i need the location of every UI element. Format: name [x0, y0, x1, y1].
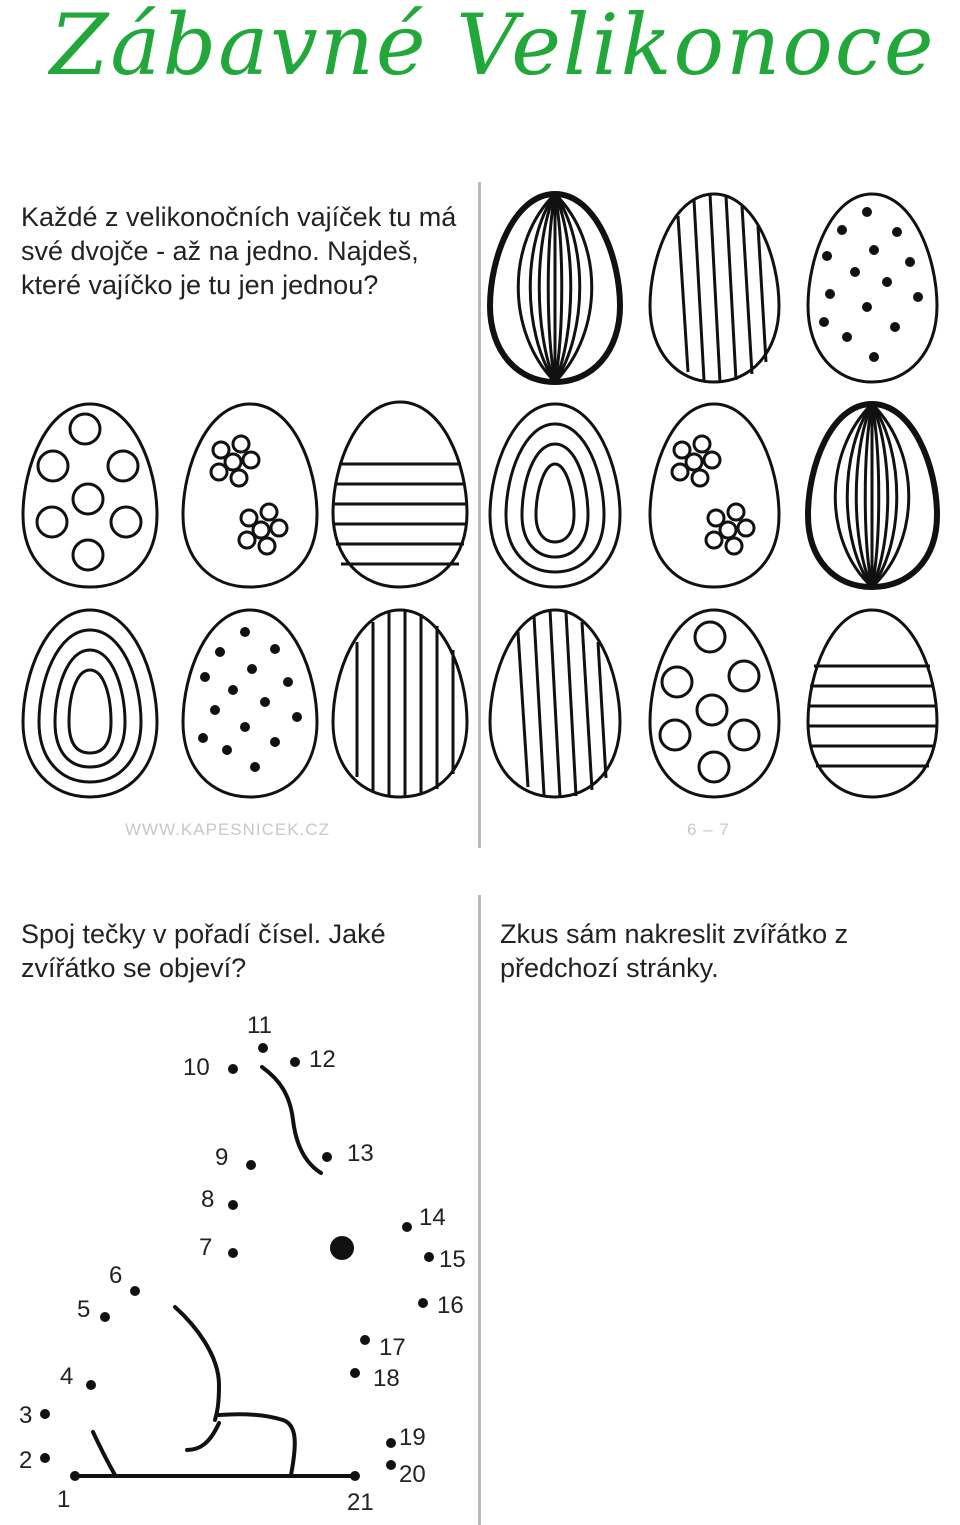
dot-16	[418, 1298, 428, 1308]
dot-2	[40, 1453, 50, 1463]
page-divider-bottom	[478, 895, 481, 1525]
dot-label-5: 5	[77, 1296, 91, 1323]
dot-label-19: 19	[399, 1424, 426, 1451]
dot-11	[258, 1043, 268, 1053]
dot-label-17: 17	[379, 1334, 406, 1361]
egg-vertical-stripes	[333, 610, 467, 797]
dots-instruction: Spoj tečky v pořadí čísel. Jaké zvířátko se objeví?	[21, 919, 386, 983]
eggs-right-drawing	[482, 182, 954, 848]
dot-21	[350, 1471, 360, 1481]
dot-6	[130, 1286, 140, 1296]
dot-label-10: 10	[183, 1054, 210, 1081]
page-divider-top	[478, 182, 481, 848]
eggs-left-drawing	[5, 182, 477, 848]
dot-1	[70, 1471, 80, 1481]
egg-diagonal-stripes	[650, 194, 779, 382]
page-number-footer: 6 – 7	[687, 820, 730, 839]
egg-horizontal-stripes	[333, 402, 467, 587]
dot-15	[424, 1252, 434, 1262]
egg-horizontal-stripes-right	[808, 610, 937, 797]
dot-label-1: 1	[57, 1486, 71, 1513]
dot-label-21: 21	[347, 1489, 374, 1516]
egg-concentric	[23, 610, 157, 797]
foot-line-2	[187, 1423, 219, 1450]
dot-8	[228, 1200, 238, 1210]
dot-13	[322, 1152, 332, 1162]
egg-meridians-right	[808, 404, 937, 587]
dot-label-9: 9	[215, 1144, 229, 1171]
egg-concentric-right	[490, 404, 620, 587]
egg-dots	[183, 610, 317, 797]
eggs-instruction: Každé z velikonočních vajíček tu má své dvojče - až na jedno. Najdeš, které vajíčko je tu jen jednou?	[21, 202, 457, 300]
dot-12	[290, 1057, 300, 1067]
leg-line	[175, 1307, 219, 1420]
dot-7	[228, 1248, 238, 1258]
egg-circles-right	[650, 610, 779, 797]
dot-5	[100, 1312, 110, 1322]
dot-label-16: 16	[437, 1292, 464, 1319]
eggs-page-right	[482, 182, 954, 848]
dot-3	[40, 1409, 50, 1419]
egg-meridians	[490, 194, 620, 382]
egg-flowers-right	[650, 404, 779, 587]
eggs-page-left	[5, 182, 477, 848]
egg-diagonal-stripes-2	[490, 610, 620, 797]
dot-label-6: 6	[109, 1262, 123, 1289]
dot-18	[350, 1368, 360, 1378]
dot-10	[228, 1064, 238, 1074]
dots-page	[5, 895, 477, 1525]
dot-label-13: 13	[347, 1140, 374, 1167]
tail-line	[93, 1432, 115, 1475]
dot-label-8: 8	[201, 1186, 215, 1213]
dot-20	[386, 1460, 396, 1470]
dot-label-15: 15	[439, 1246, 466, 1273]
dot-19	[386, 1438, 396, 1448]
egg-flowers	[183, 404, 317, 587]
dot-label-14: 14	[419, 1204, 446, 1231]
connect-dots-drawing	[5, 895, 477, 1525]
ear-line	[262, 1067, 321, 1173]
dot-label-12: 12	[309, 1046, 336, 1073]
dot-label-2: 2	[19, 1447, 33, 1474]
website-footer: WWW.KAPESNICEK.CZ	[125, 820, 330, 839]
draw-page	[482, 895, 954, 1525]
dot-4	[86, 1380, 96, 1390]
dot-label-20: 20	[399, 1461, 426, 1488]
dot-9	[246, 1160, 256, 1170]
egg-circles	[23, 404, 157, 587]
bunny-eye	[330, 1236, 354, 1260]
foot-line	[219, 1414, 295, 1475]
dot-label-3: 3	[19, 1402, 33, 1429]
draw-instruction: Zkus sám nakreslit zvířátko z předchozí stránky.	[500, 919, 849, 983]
page-title: Zábavné Velikonoce	[50, 0, 936, 94]
dot-label-11: 11	[247, 1012, 272, 1039]
dot-label-7: 7	[199, 1234, 213, 1261]
dot-17	[360, 1335, 370, 1345]
dot-label-4: 4	[60, 1363, 74, 1390]
dot-label-18: 18	[373, 1365, 400, 1392]
dot-14	[402, 1222, 412, 1232]
